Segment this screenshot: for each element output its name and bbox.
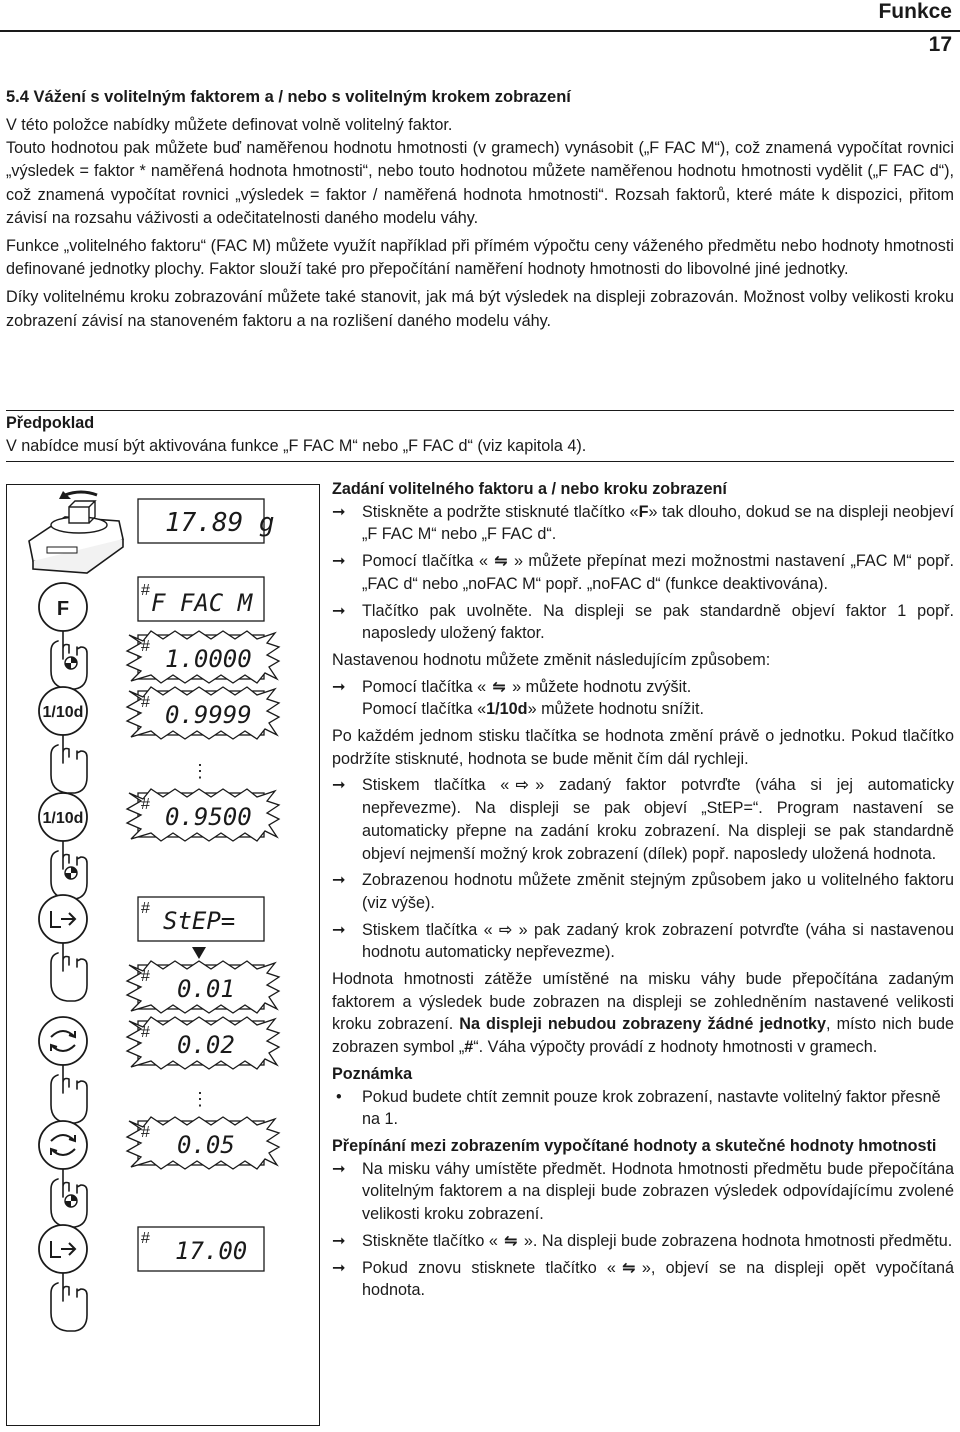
- arrow-icon: ➞: [332, 776, 346, 795]
- display-3-value: 1.0000: [165, 645, 252, 673]
- bullet-icon: •: [336, 1087, 342, 1106]
- tenth-key-1-label: 1/10d: [42, 704, 84, 721]
- display-7-value: 0.01: [177, 975, 235, 1003]
- intro-paragraph-2: Touto hodnotou pak můžete buď naměřenou hodnotu hmotnosti (v gramech) vynásobit („F FAC M“), což znamená vypočítat rovnici „výsledek = faktor * naměřená hodnota hmotnosti“, nebo touto hodnotou můžete naměřenou hodnotu hmotnosti vydělit („F FAC d“), což znamená vypočítat rovnici „výsledek = faktor / naměřená hodnota hmotnosti“. Rozsah faktorů, které máte k dispozici, přitom závisí na rozsahu váživosti a odečitatelnosti daného modelu váhy.: [6, 139, 954, 227]
- toggle-key-icon: ⇋: [494, 552, 508, 571]
- figure-vdots-1: ⋮: [191, 761, 209, 781]
- section-title: 5.4 Vážení s volitelným faktorem a / nebo s volitelným krokem zobrazení: [6, 88, 571, 106]
- arrow-icon: ➞: [332, 1258, 346, 1277]
- intro-paragraph-1: V této položce nabídky můžete definovat volně volitelný faktor.: [6, 116, 453, 134]
- key-f-ref: F: [638, 502, 649, 521]
- f-key-label: F: [56, 598, 70, 620]
- tenth-key-2-label: 1/10d: [42, 810, 84, 827]
- display-7-hash: #: [141, 968, 150, 985]
- display-8-hash: #: [141, 1024, 150, 1041]
- intro-paragraph-3: Funkce „volitelného faktoru“ (FAC M) můžete využít například při přímém výpočtu ceny váženého předmětu nebo hodnoty hmotnosti definované jednotky plochy. Faktor slouží také pro přepočítání naměření hodnoty hmotnosti do libovolné jiné jednotky.: [6, 237, 954, 279]
- intro-paragraph-4: Díky volitelnému kroku zobrazování můžete také stanovit, jak má být výsledek na displeji zobrazován. Možnost volby velikosti kroku zobrazení závisí na stanoveném faktoru a na rozlišení daného modelu váhy.: [6, 288, 954, 330]
- prerequisite-title: Předpoklad: [6, 414, 95, 432]
- display-factor-2: [127, 687, 279, 739]
- display-10-hash: #: [141, 1230, 150, 1247]
- display-step-3: [127, 1117, 279, 1169]
- display-8-value: 0.02: [177, 1031, 235, 1059]
- arrow-icon: ➞: [332, 920, 346, 939]
- switch-heading: Přepínání mezi zobrazením vypočítané hodnoty a skutečné hodnoty hmotnosti: [332, 1136, 937, 1155]
- arrow-icon: ➞: [332, 552, 346, 571]
- arrow-icon: ➞: [332, 601, 346, 620]
- chapter-header: Funkce: [878, 0, 952, 23]
- key-tenth-ref: 1/10d: [486, 700, 528, 719]
- page-number: 17: [928, 33, 952, 56]
- intro-text: [6, 114, 954, 338]
- display-2-value: F FAC M: [151, 589, 253, 617]
- procedure-figure: [6, 484, 320, 1426]
- instructions-column: [332, 478, 954, 1306]
- toggle-key-1: [39, 1017, 87, 1065]
- display-step-1: [127, 961, 279, 1013]
- step-4: ➞ Pomocí tlačítka « ⇋ » můžete hodnotu zvýšit. Pomocí tlačítka «1/10d» můžete hodnotu snížit.: [332, 676, 954, 721]
- display-step-2: [127, 1017, 279, 1069]
- toggle-key-icon: ⇋: [492, 677, 506, 696]
- arrow-icon: ➞: [332, 871, 346, 890]
- tenth-key-1: [39, 687, 87, 735]
- result-paragraph: Hodnota hmotnosti zátěže umístěné na misku váhy bude přepočítána zadaným faktorem a výsledek bude zobrazen na displeji se zohledněním nastavené velikosti kroku zobrazení. Na displeji nebudou zobrazeny žádné jednotky, místo nich bude zobrazen symbol „#“. Váha výpočty provádí z hodnoty hmotnosti v gramech.: [332, 970, 954, 1057]
- enter-key-1: [39, 895, 87, 943]
- step-3: ➞ Tlačítko pak uvolněte. Na displeji se pak standardně objeví faktor 1 popř. naposledy uložený faktor.: [332, 600, 954, 645]
- step-5: ➞ Stiskem tlačítka « ⇨ » zadaný faktor potvrďte (váha si jej automaticky nepřevezme). Na displeji se pak objeví „StEP=“. Program nastavení se automaticky přepne na zadání kroku zobrazení. Na displeji se pak standardně objeví nejmenší možný krok zobrazení (dílek) popř. naposledy uložená hodnota.: [332, 774, 954, 865]
- display-5-value: 0.9500: [165, 803, 252, 831]
- display-9-hash: #: [141, 1124, 150, 1141]
- display-3-hash: #: [141, 638, 150, 655]
- arrow-icon: ➞: [332, 1231, 346, 1250]
- enter-key-2: [39, 1225, 87, 1273]
- note-item: • Pokud budete chtít zemnit pouze krok zobrazení, nastavte volitelný faktor přesně na 1.: [332, 1086, 954, 1131]
- display-factor-1: [127, 631, 279, 683]
- display-fac: [138, 577, 264, 621]
- display-9-value: 0.05: [177, 1131, 235, 1159]
- toggle-key-2: [39, 1121, 87, 1169]
- display-2-hash: #: [141, 582, 150, 599]
- display-6-hash: #: [141, 900, 150, 917]
- display-step: [138, 897, 264, 941]
- f-key: [39, 583, 87, 631]
- arrow-icon: ➞: [332, 677, 346, 696]
- step-8: ➞ Na misku váhy umístěte předmět. Hodnota hmotnosti předmětu bude přepočítána volitelným faktorem a na displeji bude zobrazen výsledek odpovídajícímu zvolené velikosti kroku zobrazení.: [332, 1158, 954, 1226]
- increment-note: Po každém jednom stisku tlačítka se hodnota změní právě o jednotku. Pokud tlačítko podržíte stisknuté, hodnota se bude měnit čím dál rychleji.: [332, 727, 954, 768]
- step-7: ➞ Stiskem tlačítka « ⇨ » pak zadaný krok zobrazení potvrďte (váha si nastavenou hodnotu automaticky nepřevezme).: [332, 919, 954, 964]
- toggle-key-icon: ⇋: [504, 1231, 518, 1250]
- note-heading: Poznámka: [332, 1064, 413, 1083]
- display-1-value: 17.89 g: [165, 508, 275, 538]
- instructions-heading: Zadání volitelného faktoru a / nebo kroku zobrazení: [332, 480, 727, 498]
- enter-key-icon: ⇨: [498, 920, 513, 939]
- scale-illustration: [29, 491, 123, 573]
- step-9: ➞ Stiskněte tlačítko « ⇋ ». Na displeji bude zobrazena hodnota hmotnosti předmětu.: [332, 1230, 954, 1253]
- step-10: ➞ Pokud znovu stisknete tlačítko « ⇋ », objeví se na displeji opět vypočítaná hodnota.: [332, 1257, 954, 1302]
- change-value-intro: Nastavenou hodnotu můžete změnit následujícím způsobem:: [332, 650, 771, 669]
- tenth-key-2: [39, 793, 87, 841]
- prerequisite-box: [6, 410, 954, 462]
- figure-vdots-2: ⋮: [191, 1089, 209, 1109]
- enter-key-icon: ⇨: [515, 776, 530, 795]
- display-6-value: StEP=: [163, 907, 236, 935]
- display-weight: [138, 499, 275, 543]
- display-result: [138, 1227, 264, 1271]
- display-factor-3: [127, 789, 279, 841]
- display-5-hash: #: [141, 796, 150, 813]
- step-1: ➞ Stiskněte a podržte stisknuté tlačítko «F» tak dlouho, dokud se na displeji neobjeví „F FAC M“ nebo „F FAC d“.: [332, 501, 954, 546]
- arrow-icon: ➞: [332, 1159, 346, 1178]
- display-4-value: 0.9999: [165, 701, 252, 729]
- step-2: ➞ Pomocí tlačítka « ⇋ » můžete přepínat mezi možnostmi nastavení „FAC M“ popř. „FAC d“ nebo „noFAC M“ popř. „noFAC d“ (funkce deaktivována).: [332, 550, 954, 595]
- arrow-icon: ➞: [332, 502, 346, 521]
- down-arrow-icon: [192, 947, 206, 959]
- header-rule: [0, 30, 960, 32]
- toggle-key-icon: ⇋: [622, 1258, 636, 1277]
- display-4-hash: #: [141, 694, 150, 711]
- step-6: ➞ Zobrazenou hodnotu můžete změnit stejným způsobem jako u volitelného faktoru (viz výše).: [332, 869, 954, 914]
- prerequisite-text: V nabídce musí být aktivována funkce „F FAC M“ nebo „F FAC d“ (viz kapitola 4).: [6, 437, 587, 455]
- display-10-value: 17.00: [175, 1237, 248, 1265]
